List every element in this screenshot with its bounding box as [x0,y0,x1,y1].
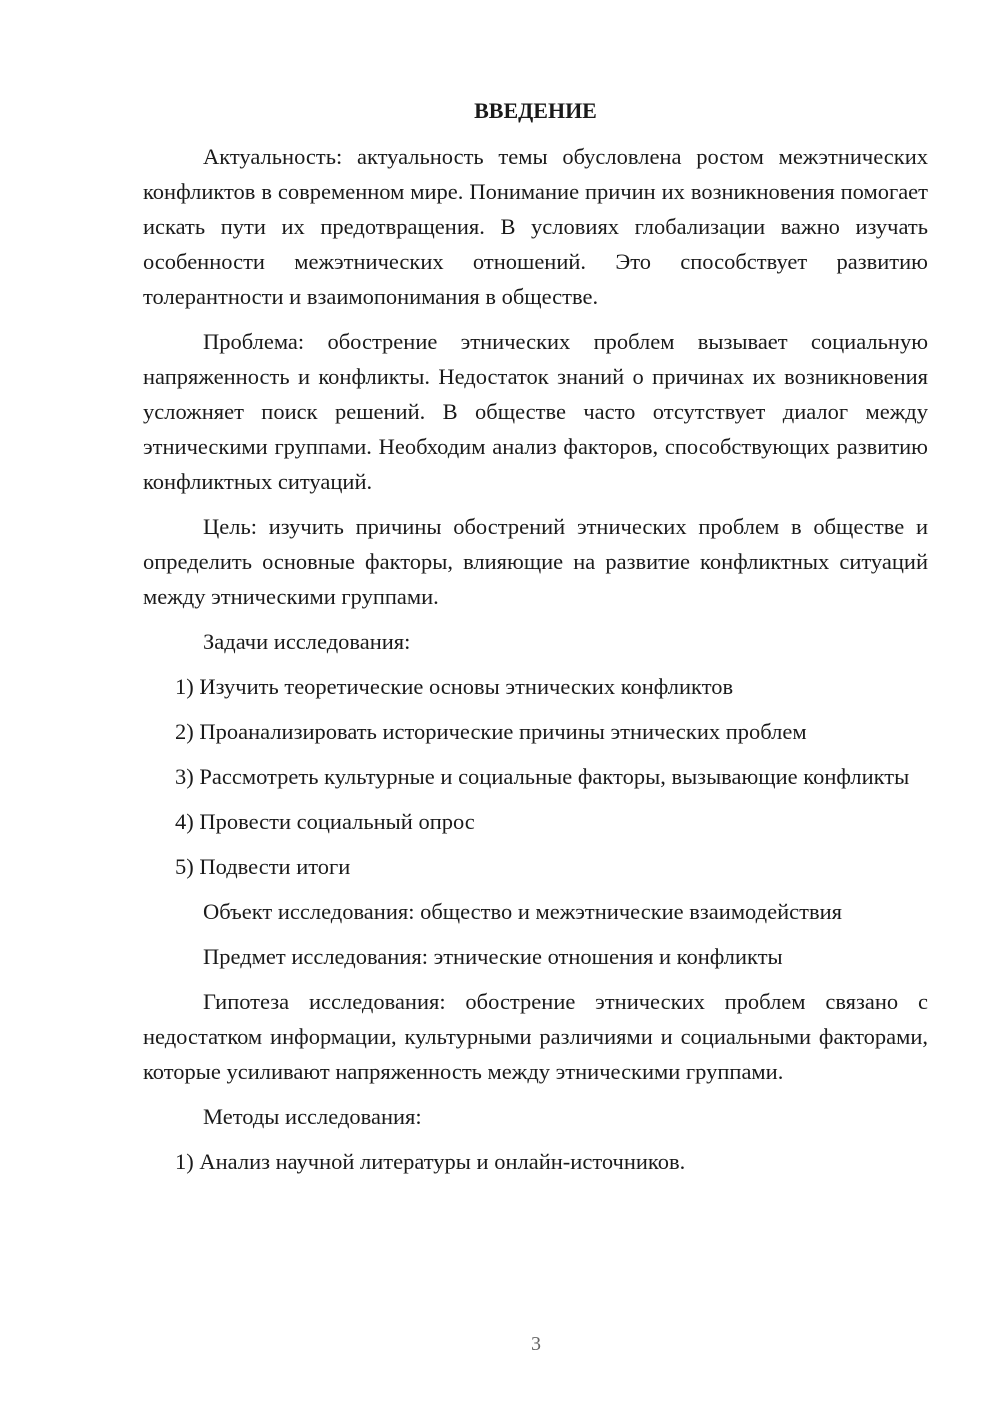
page-number: 3 [531,1333,541,1355]
document-body [143,96,928,1189]
task-item-1: 1) Изучить теоретические основы этнических конфликтов [175,674,734,699]
tasks-heading: Задачи исследования: [203,629,411,654]
task-item-4: 4) Провести социальный опрос [175,809,475,834]
paragraph-hypothesis: Гипотеза исследования: обострение этнических проблем связано с недостатком информации, культурными различиями и социальными факторами, которые усиливают напряженность между этническими группами. [143,989,928,1084]
task-item-5: 5) Подвести итоги [175,854,351,879]
task-item-2: 2) Проанализировать исторические причины этнических проблем [175,719,807,744]
paragraph-relevance: Актуальность: актуальность темы обусловлена ростом межэтнических конфликтов в современном мире. Понимание причин их возникновения помогает искать пути их предотвращения. В условиях глобализации важно изучать особенности межэтнических отношений. Это способствует развитию толерантности и взаимопонимания в обществе. [143,144,928,309]
research-subject: Предмет исследования: этнические отношения и конфликты [203,944,783,969]
section-title: ВВЕДЕНИЕ [474,98,597,123]
task-item-3: 3) Рассмотреть культурные и социальные факторы, вызывающие конфликты [175,764,910,789]
research-object: Объект исследования: общество и межэтнические взаимодействия [203,899,842,924]
method-item-1: 1) Анализ научной литературы и онлайн-источников. [175,1149,686,1174]
methods-heading: Методы исследования: [203,1104,422,1129]
paragraph-goal: Цель: изучить причины обострений этнических проблем в обществе и определить основные факторы, влияющие на развитие конфликтных ситуаций между этническими группами. [143,514,928,609]
paragraph-problem: Проблема: обострение этнических проблем вызывает социальную напряженность и конфликты. Недостаток знаний о причинах их возникновения усложняет поиск решений. В обществе часто отсутствует диалог между этническими группами. Необходим анализ факторов, способствующих развитию конфликтных ситуаций. [143,329,928,494]
